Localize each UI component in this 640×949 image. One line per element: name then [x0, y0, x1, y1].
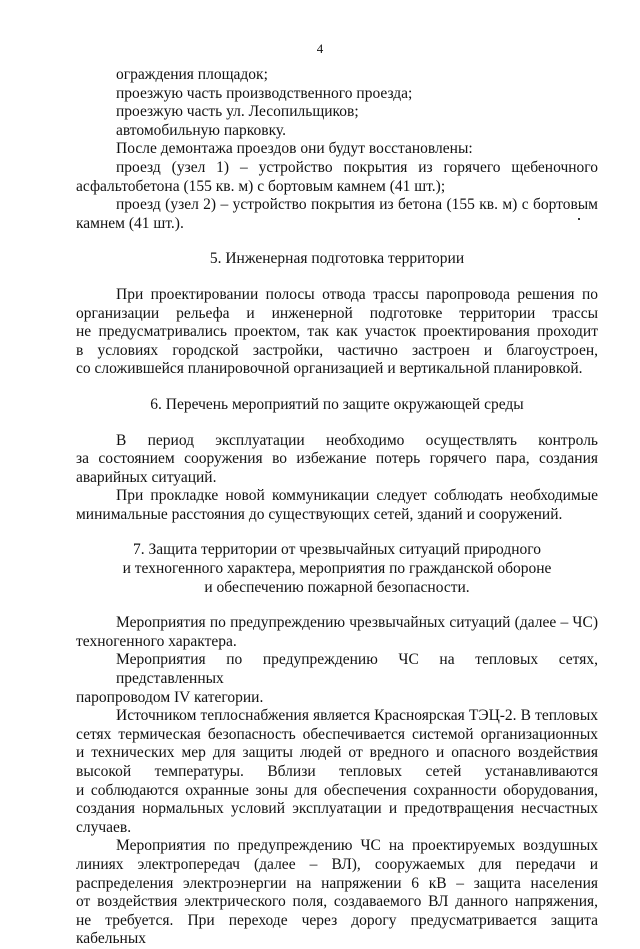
text-line: проезд (узел 2) – устройство покрытия из бетона (155 кв. м) с бортовым: [116, 196, 598, 214]
section-heading: 7. Защита территории от чрезвычайных ситуаций природного: [132, 541, 542, 559]
text-line: от воздействия электрического поля, создаваемого ВЛ данного напряжения,: [76, 893, 598, 911]
section-heading: и обеспечению пожарной безопасности.: [204, 578, 470, 596]
text-line: После демонтажа проездов они будут восстановлены:: [116, 140, 473, 158]
text-line: проезжую часть производственного проезда;: [116, 84, 413, 102]
section-gap: [76, 269, 598, 286]
text-line: со сложившейся планировочной организацией и вертикальной планировкой.: [76, 360, 583, 378]
section-gap: [76, 415, 598, 432]
text-line: не требуется. При переходе через дорогу предусматривается защита кабельных: [76, 911, 598, 948]
section-heading: и техногенного характера, мероприятия по гражданской обороне: [122, 560, 552, 578]
text-line: и технических мер для защиты людей от вредного и опасного воздействия: [76, 744, 598, 762]
scan-speck: [578, 218, 580, 220]
text-line: камнем (41 шт.).: [76, 214, 184, 232]
text-line: за состоянием сооружения во избежание потерь горячего пара, создания: [76, 450, 598, 468]
text-line: не предусматривались проектом, так как участок проектирования проходит: [76, 323, 598, 341]
text-line: и соблюдаются охранные зоны для обеспечения сохранности оборудования,: [76, 781, 598, 799]
section-gap: [76, 597, 598, 614]
text-line: автомобильную парковку.: [116, 121, 287, 139]
text-line: паропроводом IV категории.: [76, 688, 264, 706]
text-line: В период эксплуатации необходимо осуществлять контроль: [116, 431, 598, 449]
text-line: Мероприятия по предупреждению ЧС на тепловых сетях, представленных: [116, 651, 598, 688]
document-body: [76, 66, 598, 949]
text-line: сетях термическая безопасность обеспечивается системой организационных: [76, 725, 598, 743]
page-number: 4: [316, 41, 324, 56]
text-line: ограждения площадок;: [116, 66, 268, 83]
section-heading: 5. Инженерная подготовка территории: [209, 250, 465, 268]
text-line: линиях электропередач (далее – ВЛ), сооружаемых для передачи и: [76, 855, 598, 873]
text-line: Мероприятия по предупреждению чрезвычайных ситуаций (далее – ЧС): [116, 614, 598, 632]
text-line: распределения электроэнергии на напряжении 6 кВ – защита населения: [76, 874, 598, 892]
text-line: аварийных ситуаций.: [76, 468, 217, 486]
text-line: асфальтобетона (155 кв. м) с бортовым камнем (41 шт.);: [76, 177, 446, 195]
text-line: проезжую часть ул. Лесопильщиков;: [116, 103, 359, 121]
text-line: организации рельефа и инженерной подготовке территории трассы: [76, 304, 598, 322]
text-line: в условиях городской застройки, частично застроен и благоустроен,: [76, 341, 598, 359]
text-line: При проектировании полосы отвода трассы паропровода решения по: [116, 285, 598, 303]
text-line: При прокладке новой коммуникации следует соблюдать необходимые: [116, 487, 598, 505]
text-line: проезд (узел 1) – устройство покрытия из горячего щебеночного: [116, 158, 598, 176]
section-heading: 6. Перечень мероприятий по защите окружающей среды: [150, 395, 524, 413]
text-line: Мероприятия по предупреждению ЧС на проектируемых воздушных: [116, 837, 598, 855]
text-line: высокой температуры. Вблизи тепловых сетей устанавливаются: [76, 763, 598, 780]
text-line: случаев.: [76, 818, 132, 836]
section-gap: [76, 233, 598, 250]
text-line: техногенного характера.: [76, 632, 237, 650]
text-line: создания нормальных условий эксплуатации и предотвращения несчастных: [76, 800, 598, 818]
text-line: минимальные расстояния до существующих сетей, зданий и сооружений.: [76, 505, 563, 523]
section-gap: [76, 524, 598, 541]
text-line: Источником теплоснабжения является Красноярская ТЭЦ-2. В тепловых: [116, 707, 598, 725]
section-gap: [76, 379, 598, 396]
